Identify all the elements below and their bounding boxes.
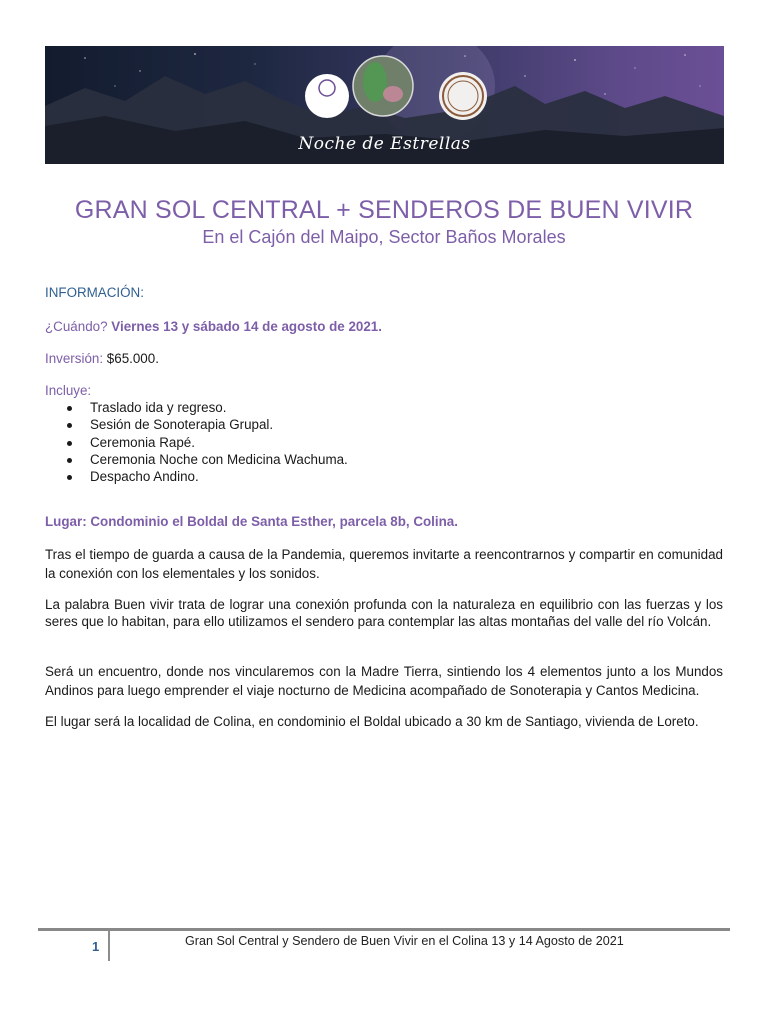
- when-label: ¿Cuándo?: [45, 319, 108, 334]
- page-title: GRAN SOL CENTRAL + SENDEROS DE BUEN VIVIR: [74, 196, 694, 224]
- place-line: Lugar: Condominio el Boldal de Santa Esther, parcela 8b, Colina.: [45, 514, 458, 529]
- paragraph-4: El lugar será la localidad de Colina, en condominio el Boldal ubicado a 30 km de Santiago, vivienda de Loreto.: [45, 714, 699, 729]
- info-heading: INFORMACIÓN:: [45, 285, 144, 300]
- list-item: Traslado ida y regreso.: [90, 399, 348, 416]
- list-item: Ceremonia Rapé.: [90, 434, 348, 451]
- list-item: Despacho Andino.: [90, 468, 348, 485]
- footer-text: Gran Sol Central y Sendero de Buen Vivir en el Colina 13 y 14 Agosto de 2021: [185, 934, 624, 948]
- paragraph-1: Tras el tiempo de guarda a causa de la Pandemia, queremos invitarte a reencontrarnos y compartir en comunidad la conexión con los elementales y los sonidos.: [45, 547, 723, 581]
- investment-line: [45, 350, 723, 367]
- paragraph-2: La palabra Buen vivir trata de lograr una conexión profunda con la naturaleza en equilibrio con las fuerzas y los seres que lo habitan, para ello utilizamos el sendero para contemplar las altas montañas del valle del río Volcán.: [45, 597, 723, 629]
- investment-value: $65.000.: [106, 351, 159, 366]
- list-item: Sesión de Sonoterapia Grupal.: [90, 416, 348, 433]
- banner-title: Noche de Estrellas: [298, 134, 471, 154]
- list-item: Ceremonia Noche con Medicina Wachuma.: [90, 451, 348, 467]
- investment-label: Inversión:: [45, 351, 104, 366]
- includes-list: [45, 399, 348, 485]
- includes-label: Incluye:: [45, 383, 92, 398]
- footer-rule: [38, 928, 730, 931]
- page-number: 1: [92, 939, 100, 954]
- when-value: Viernes 13 y sábado 14 de agosto de 2021.: [111, 319, 382, 334]
- page-subtitle: En el Cajón del Maipo, Sector Baños Morales: [202, 227, 566, 247]
- header-banner: [45, 46, 724, 164]
- footer-divider: [108, 931, 110, 961]
- paragraph-3: Será un encuentro, donde nos vincularemos con la Madre Tierra, sintiendo los 4 elementos junto a los Mundos Andinos para luego emprender el viaje nocturno de Medicina acompañado de Sonoterapia y Cantos Medicina.: [45, 664, 723, 698]
- when-line: [45, 318, 723, 335]
